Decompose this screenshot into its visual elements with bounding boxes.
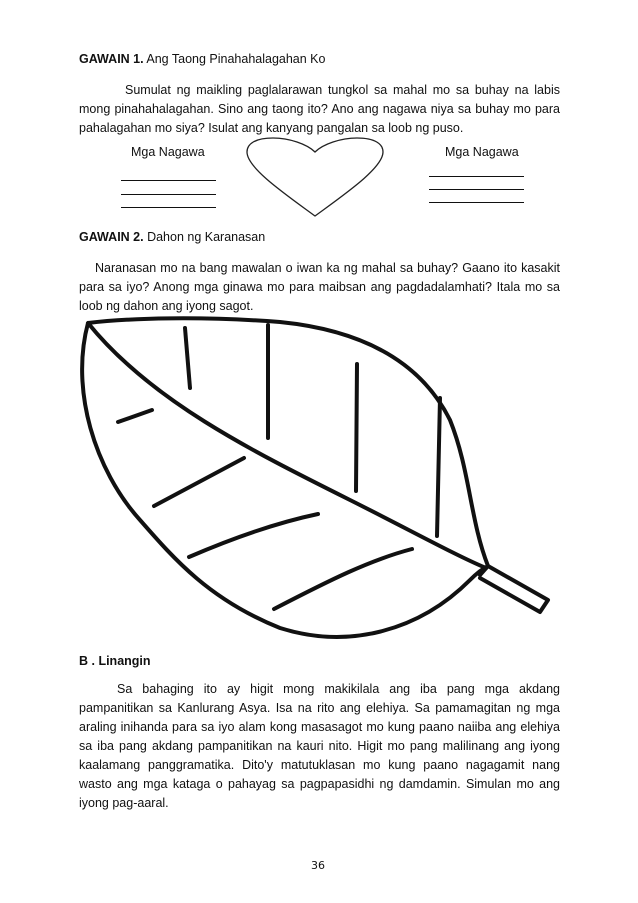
leaf-vein [437,398,440,536]
linangin-heading: B . Linangin [79,654,151,668]
linangin-body: Sa bahaging ito ay higit mong makikilala ang iba pang mga akdang pampanitikan sa Kanlurang Asya. Isa na rito ang elehiya. Sa pamamagitan ng mga araling inihanda para sa iyo alam kong masasagot mo kung paano naiiba ang elehiya sa iba pang akdang pampanitikan na kauri nito. Higit mo pang malilinang ang iyong kaalamang panggramatika. Dito'y matutuklasan mo kung paano nagagamit nang wasto ang mga kataga o pahayag sa pagpapasidhi ng damdamin. Simulan mo ang iyong pag-aaral. [79,682,560,810]
gawain1-title-bold: GAWAIN 1. [79,52,144,66]
gawain2-instructions: Naranasan mo na bang mawalan o iwan ka ng mahal sa buhay? Gaano ito kasakit para sa iyo? Anong mga ginawa mo para maibsan ang pagdadalamhati? Itala mo sa loob ng dahon ang iyong sagot. [79,261,560,313]
right-nagawa-label: Mga Nagawa [445,145,519,159]
leaf-vein [189,514,318,557]
leaf-stem [480,566,548,612]
gawain2-title-bold: GAWAIN 2. [79,230,144,244]
leaf-outline [82,318,488,637]
leaf-vein [356,364,357,491]
gawain1-instructions: Sumulat ng maikling paglalarawan tungkol sa mahal mo sa buhay na labis mong pinahahalagahan. Sino ang taong ito? Ano ang nagawa niya sa buhay mo para pahalagahan mo siya? Isulat ang kanyang pangalan sa loob ng puso. [79,83,560,135]
page-number: 36 [311,859,325,872]
gawain1-title-rest: Ang Taong Pinahahalagahan Ko [143,52,326,66]
leaf-vein [154,458,244,506]
leaf-vein [118,410,152,422]
leaf-vein [185,328,190,388]
gawain2-title-rest: Dahon ng Karanasan [143,230,266,244]
left-nagawa-label: Mga Nagawa [131,145,205,159]
leaf-vein [274,549,412,609]
